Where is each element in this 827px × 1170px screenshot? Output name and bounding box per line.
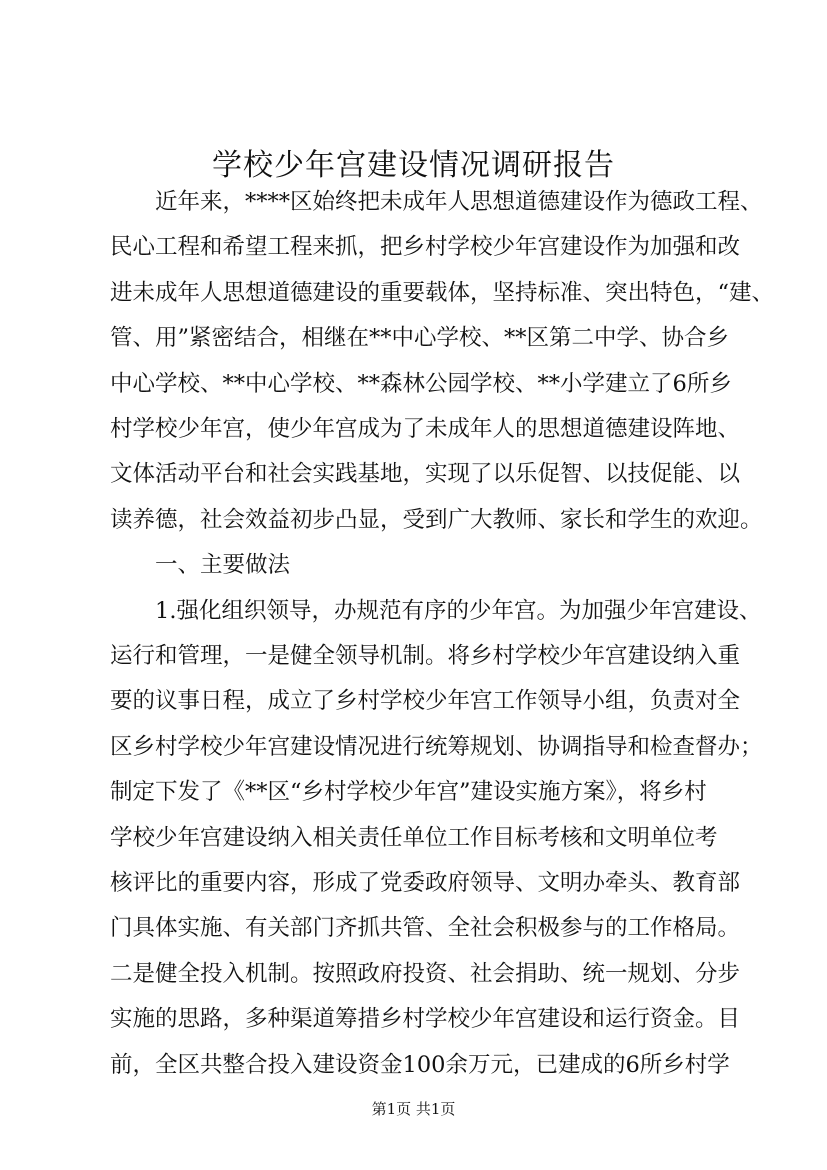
body-line: 前，全区共整合投入建设资金100余万元，已建成的6所乡村学 <box>110 1052 730 1078</box>
body-line: 村学校少年宫，使少年宫成为了未成年人的思想道德建设阵地、 <box>110 416 741 442</box>
body-line: 区乡村学校少年宫建设情况进行统筹规划、协调指导和检查督办； <box>110 734 763 760</box>
body-line: 读养德，社会效益初步凸显，受到广大教师、家长和学生的欢迎。 <box>110 507 763 533</box>
section-heading: 一、主要做法 <box>110 552 291 578</box>
body-line: 近年来，****区始终把未成年人思想道德建设作为德政工程、 <box>110 189 763 215</box>
body-line: 学校少年宫建设纳入相关责任单位工作目标考核和文明单位考 <box>110 825 718 851</box>
body-line: 门具体实施、有关部门齐抓共管、全社会积极参与的工作格局。 <box>110 915 741 941</box>
body-line: 核评比的重要内容，形成了党委政府领导、文明办牵头、教育部 <box>110 870 741 896</box>
body-line: 进未成年人思想道德建设的重要载体，坚持标准、突出特色，“建、 <box>110 280 775 306</box>
body-line: 中心学校、**中心学校、**森林公园学校、**小学建立了6所乡 <box>110 371 732 397</box>
body-line: 文体活动平台和社会实践基地，实现了以乐促智、以技促能、以 <box>110 461 741 487</box>
body-line: 运行和管理，一是健全领导机制。将乡村学校少年宫建设纳入重 <box>110 643 741 669</box>
page-number-footer: 第1页 共1页 <box>371 1100 456 1118</box>
body-line: 实施的思路，多种渠道筹措乡村学校少年宫建设和运行资金。目 <box>110 1006 741 1032</box>
document-title: 学校少年宫建设情况调研报告 <box>212 148 615 183</box>
body-line: 二是健全投入机制。按照政府投资、社会捐助、统一规划、分步 <box>110 961 741 987</box>
body-line: 1.强化组织领导，办规范有序的少年宫。为加强少年宫建设、 <box>110 598 762 624</box>
body-line: 管、用”紧密结合，相继在**中心学校、**区第二中学、协合乡 <box>110 325 730 351</box>
body-line: 民心工程和希望工程来抓，把乡村学校少年宫建设作为加强和改 <box>110 234 741 260</box>
body-line: 制定下发了《**区“乡村学校少年宫”建设实施方案》，将乡村 <box>110 779 707 805</box>
body-line: 要的议事日程，成立了乡村学校少年宫工作领导小组，负责对全 <box>110 688 741 714</box>
